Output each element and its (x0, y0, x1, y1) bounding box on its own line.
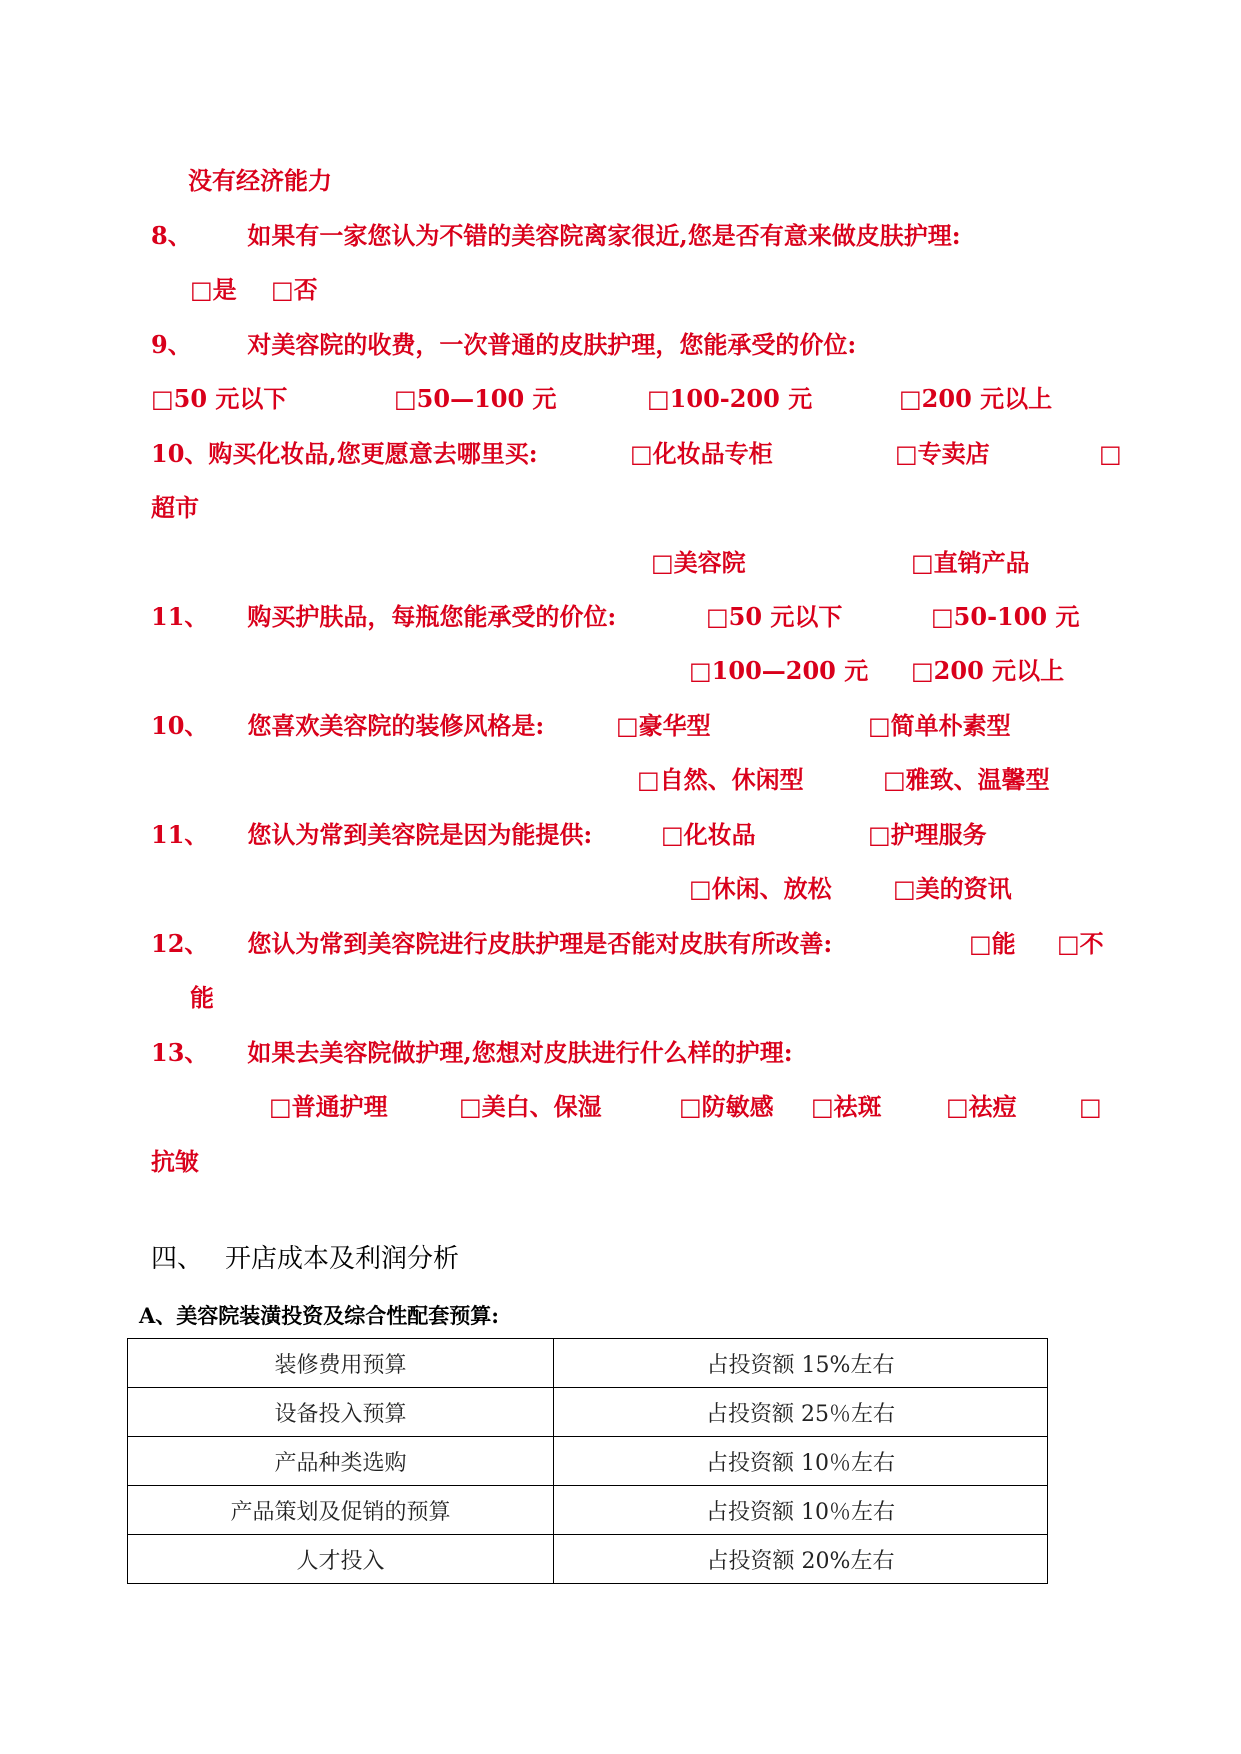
question-8-options (190, 275, 318, 305)
option-yes-checkbox[interactable]: □是 (190, 275, 237, 304)
budget-table (127, 1338, 1048, 1584)
option-checkbox[interactable]: □专卖店 (895, 439, 990, 468)
option-checkbox[interactable]: □美容院 (651, 548, 746, 577)
option-no-checkbox[interactable]: □不 (1057, 929, 1104, 958)
question-number: 9、 (151, 330, 192, 359)
option-checkbox[interactable]: □美的资讯 (893, 874, 1012, 903)
question-10-decor-style (151, 711, 1011, 741)
option-checkbox[interactable]: □祛斑 (811, 1092, 882, 1121)
option-no-checkbox[interactable]: □否 (271, 275, 318, 304)
question-number: 13、 (151, 1038, 209, 1067)
table-row (128, 1388, 1048, 1437)
option-checkbox[interactable]: □护理服务 (868, 820, 987, 849)
option-checkbox[interactable]: □简单朴素型 (868, 711, 1011, 740)
table-row (128, 1535, 1048, 1584)
option-checkbox[interactable]: □100-200 元 (647, 384, 813, 413)
option-checkbox[interactable]: □200 元以上 (911, 656, 1065, 685)
table-row (128, 1486, 1048, 1535)
question-text: 如果去美容院做护理,您想对皮肤进行什么样的护理: (247, 1038, 793, 1067)
question-13-wrap (151, 1147, 199, 1177)
table-cell-item: 装修费用预算 (128, 1339, 554, 1388)
question-10-options-wrap (151, 493, 199, 523)
table-cell-share: 占投资额 10％左右 (554, 1486, 1048, 1535)
question-number: 10、 (151, 711, 209, 740)
subsection-a-heading: A、美容院装潢投资及综合性配套预算: (139, 1303, 500, 1328)
option-label-continuation: 抗皱 (151, 1147, 199, 1176)
option-checkbox[interactable]: □50—100 元 (394, 384, 557, 413)
question-number: 12、 (151, 929, 209, 958)
table-cell-item: 人才投入 (128, 1535, 554, 1584)
option-checkbox[interactable]: □50-100 元 (931, 602, 1080, 631)
option-checkbox[interactable]: □化妆品 (661, 820, 756, 849)
question-9 (151, 330, 856, 360)
option-checkbox[interactable]: □ (1079, 1092, 1102, 1121)
question-10-where-to-buy (151, 439, 1122, 469)
table-cell-share: 占投资额 10％左右 (554, 1437, 1048, 1486)
option-checkbox[interactable]: □直销产品 (911, 548, 1030, 577)
table-cell-share: 占投资额 20%左右 (554, 1535, 1048, 1584)
table-row (128, 1339, 1048, 1388)
q7-continuation: 没有经济能力 (188, 166, 332, 195)
question-number: 11、 (151, 820, 209, 849)
question-number: 8、 (151, 221, 192, 250)
question-8 (151, 221, 961, 251)
table-cell-item: 产品策划及促销的预算 (128, 1486, 554, 1535)
section-4-heading (151, 1243, 459, 1275)
option-checkbox[interactable]: □休闲、放松 (689, 874, 832, 903)
question-text: 如果有一家您认为不错的美容院离家很近,您是否有意来做皮肤护理: (247, 221, 961, 250)
table-cell-item: 产品种类选购 (128, 1437, 554, 1486)
option-checkbox[interactable]: □豪华型 (616, 711, 711, 740)
question-13 (151, 1038, 793, 1068)
option-checkbox[interactable]: □200 元以上 (899, 384, 1053, 413)
option-checkbox[interactable]: □自然、休闲型 (637, 765, 804, 794)
question-number: 11、 (151, 602, 209, 631)
option-checkbox[interactable]: □化妆品专柜 (630, 439, 773, 468)
question-text: 对美容院的收费，一次普通的皮肤护理，您能承受的价位: (247, 330, 857, 359)
table-row (128, 1437, 1048, 1486)
question-text: 您认为常到美容院是因为能提供: (247, 820, 593, 849)
option-checkbox[interactable]: □美白、保湿 (459, 1092, 602, 1121)
question-11-price-per-bottle (151, 602, 1080, 632)
option-label-continuation: 超市 (151, 493, 199, 522)
question-11-reasons (151, 820, 987, 850)
option-checkbox[interactable]: □普通护理 (269, 1092, 388, 1121)
table-cell-item: 设备投入预算 (128, 1388, 554, 1437)
question-12 (151, 929, 1104, 959)
question-12-wrap (190, 983, 214, 1013)
question-text: 您喜欢美容院的装修风格是: (247, 711, 545, 740)
question-text: 购买化妆品,您更愿意去哪里买: (208, 439, 538, 468)
option-checkbox[interactable]: □雅致、温馨型 (883, 765, 1050, 794)
section-title: 开店成本及利润分析 (225, 1244, 460, 1274)
option-checkbox[interactable]: □50 元以下 (151, 384, 288, 413)
option-checkbox[interactable]: □ (1099, 439, 1122, 468)
option-checkbox[interactable]: □50 元以下 (706, 602, 843, 631)
option-label-continuation: 能 (190, 983, 214, 1012)
option-checkbox[interactable]: □祛痘 (946, 1092, 1017, 1121)
question-text: 购买护肤品，每瓶您能承受的价位: (247, 602, 617, 631)
question-text: 您认为常到美容院进行皮肤护理是否能对皮肤有所改善: (247, 929, 833, 958)
table-cell-share: 占投资额 15%左右 (554, 1339, 1048, 1388)
option-checkbox[interactable]: □100—200 元 (689, 656, 869, 685)
table-cell-share: 占投资额 25％左右 (554, 1388, 1048, 1437)
question-number: 10、 (151, 439, 209, 468)
option-yes-checkbox[interactable]: □能 (969, 929, 1016, 958)
option-checkbox[interactable]: □防敏感 (679, 1092, 774, 1121)
section-number: 四、 (151, 1244, 204, 1274)
